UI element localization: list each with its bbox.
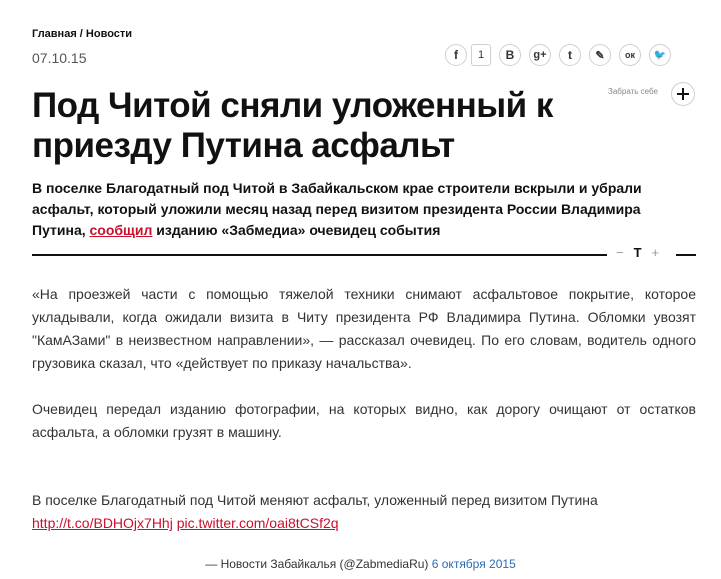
breadcrumb-news[interactable]: Новости xyxy=(85,28,133,40)
tweet-link-short[interactable]: http://t.co/BDHOjx7Hhj xyxy=(32,515,173,531)
breadcrumb-home[interactable]: Главная xyxy=(32,28,77,40)
tweet-link-pic[interactable]: pic.twitter.com/oai8tCSf2q xyxy=(176,515,339,531)
article-paragraph-2: Очевидец передал изданию фотографии, на которых видно, как дорогу очищают от остатков асфальта, а обломки грузят в машину. xyxy=(32,401,696,440)
plus-icon xyxy=(677,88,689,100)
article-title: Под Читой сняли уложенный к приезду Путина асфальт xyxy=(32,86,553,165)
font-size-icon: T xyxy=(633,245,642,260)
tumblr-share-button[interactable] xyxy=(559,44,581,66)
font-decrease-button[interactable]: − xyxy=(616,245,624,260)
tumblr-icon: t xyxy=(568,48,572,62)
tweet-date-link[interactable]: 6 октября 2015 xyxy=(431,557,516,571)
divider xyxy=(32,254,607,256)
tweet-text: В поселке Благодатный под Читой меняют асфальт, уложенный перед визитом Путина xyxy=(32,492,598,508)
twitter-share-button[interactable] xyxy=(649,44,671,66)
livejournal-share-button[interactable] xyxy=(589,44,611,66)
vkontakte-icon: B xyxy=(505,48,515,62)
twitter-icon: 🐦 xyxy=(653,49,667,61)
google-plus-share-button[interactable] xyxy=(529,44,551,66)
odnoklassniki-share-button[interactable] xyxy=(619,44,641,66)
divider-right xyxy=(676,254,696,256)
tweet-footer xyxy=(0,557,721,571)
social-share-bar xyxy=(445,44,671,66)
breadcrumb-separator: / xyxy=(76,28,86,40)
vkontakte-share-button[interactable] xyxy=(499,44,521,66)
facebook-icon: f xyxy=(454,48,458,62)
embedded-tweet xyxy=(32,489,696,535)
lead-text-before: В поселке Благодатный под Читой в Забайкальском крае строители вскрыли и убрали асфальт, который уложили месяц назад перед визитом президента России Владимира Путина, xyxy=(32,180,642,238)
odnoklassniki-icon: ок xyxy=(624,50,635,60)
article-paragraph-1: «На проезжей части с помощью тяжелой техники снимают асфальтовое покрытие, которое укладывали, когда ожидали визита в Читу президента РФ Владимира Путина. Обломки увозят "КамАЗами" в неизвестном направлении», — рассказал очевидец. По его словам, водитель одного грузовика сказал, что «действует по приказу начальства». xyxy=(32,286,696,371)
publish-date: 07.10.15 xyxy=(32,50,87,66)
tweet-author: — Новости Забайкалья (@ZabmediaRu) xyxy=(205,557,429,571)
article-lead xyxy=(32,178,682,241)
lead-source-link[interactable]: сообщил xyxy=(89,222,153,238)
livejournal-icon: ✎ xyxy=(595,49,605,62)
lead-text-after: изданию «Забмедиа» очевидец события xyxy=(152,222,441,238)
font-size-controls xyxy=(616,245,659,260)
font-increase-button[interactable]: + xyxy=(651,245,660,260)
breadcrumb xyxy=(32,28,132,40)
google-plus-icon: g+ xyxy=(533,49,547,61)
save-label: Забрать себе xyxy=(608,87,658,96)
save-button[interactable] xyxy=(671,82,695,106)
share-count: 1 xyxy=(471,44,491,66)
facebook-share-button[interactable] xyxy=(445,44,467,66)
